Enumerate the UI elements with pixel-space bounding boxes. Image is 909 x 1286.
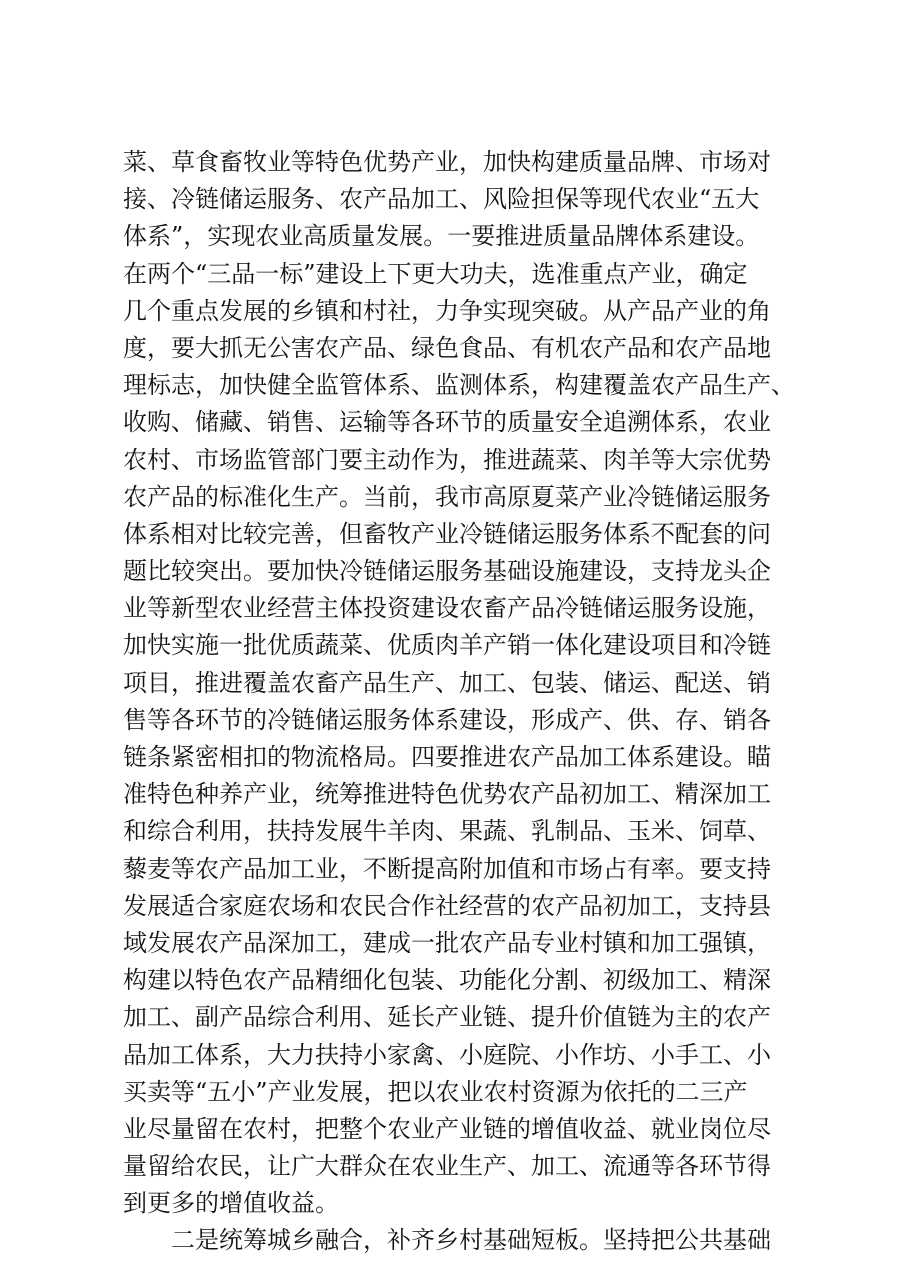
text-line: 准特色种养产业，统筹推进特色优势农产品初加工、精深加工	[123, 780, 771, 809]
text-line: 售等各环节的冷链储运服务体系建设，形成产、供、存、销各	[123, 705, 771, 734]
text-line: 到更多的增值收益。	[123, 1189, 339, 1218]
text-line: 域发展农产品深加工，建成一批农产品专业村镇和加工强镇，	[123, 928, 771, 957]
text-line: 藜麦等农产品加工业，不断提高附加值和市场占有率。要支持	[123, 854, 771, 883]
text-line: 体系相对比较完善，但畜牧产业冷链储运服务体系不配套的问	[123, 519, 771, 548]
text-line: 项目，推进覆盖农畜产品生产、加工、包装、储运、配送、销	[123, 668, 771, 697]
text-line: 度，要大抓无公害农产品、绿色食品、有机农产品和农产品地	[123, 333, 771, 362]
text-line: 加工、副产品综合利用、延长产业链、提升价值链为主的农产	[123, 1003, 771, 1032]
text-line: 理标志，加快健全监管体系、监测体系，构建覆盖农产品生产、	[123, 371, 795, 400]
text-line: 体系”，实现农业高质量发展。一要推进质量品牌体系建设。	[123, 222, 760, 251]
text-line: 农产品的标准化生产。当前，我市高原夏菜产业冷链储运服务	[123, 482, 771, 511]
text-line: 买卖等“五小”产业发展，把以农业农村资源为依托的二三产	[123, 1077, 748, 1106]
text-line: 菜、草食畜牧业等特色优势产业，加快构建质量品牌、市场对	[123, 148, 771, 176]
text-line: 业等新型农业经营主体投资建设农畜产品冷链储运服务设施，	[123, 594, 771, 623]
text-line: 发展适合家庭农场和农民合作社经营的农产品初加工，支持县	[123, 891, 771, 920]
text-line: 几个重点发展的乡镇和村社，力争实现突破。从产品产业的角	[123, 296, 771, 325]
text-line: 链条紧密相扣的物流格局。四要推进农产品加工体系建设。瞄	[123, 743, 771, 771]
text-line: 加快实施一批优质蔬菜、优质肉羊产销一体化建设项目和冷链	[123, 631, 771, 660]
text-line: 业尽量留在农村，把整个农业产业链的增值收益、就业岗位尽	[123, 1114, 771, 1143]
text-line: 品加工体系，大力扶持小家禽、小庭院、小作坊、小手工、小	[123, 1040, 771, 1069]
text-line: 量留给农民，让广大群众在农业生产、加工、流通等各环节得	[123, 1152, 771, 1181]
text-line: 和综合利用，扶持发展牛羊肉、果蔬、乳制品、玉米、饲草、	[123, 817, 771, 846]
text-line: 构建以特色农产品精细化包装、功能化分割、初级加工、精深	[123, 966, 771, 995]
text-line: 收购、储藏、销售、运输等各环节的质量安全追溯体系，农业	[123, 408, 771, 437]
paragraph-start-line: 二是统筹城乡融合，补齐乡村基础短板。坚持把公共基础	[171, 1226, 771, 1255]
text-line: 接、冷链储运服务、农产品加工、风险担保等现代农业“五大	[123, 185, 760, 214]
document-body	[123, 144, 813, 1260]
text-line: 农村、市场监管部门要主动作为，推进蔬菜、肉羊等大宗优势	[123, 445, 771, 474]
text-line: 题比较突出。要加快冷链储运服务基础设施建设，支持龙头企	[123, 557, 771, 586]
text-line: 在两个“三品一标”建设上下更大功夫，选准重点产业，确定	[123, 259, 748, 288]
